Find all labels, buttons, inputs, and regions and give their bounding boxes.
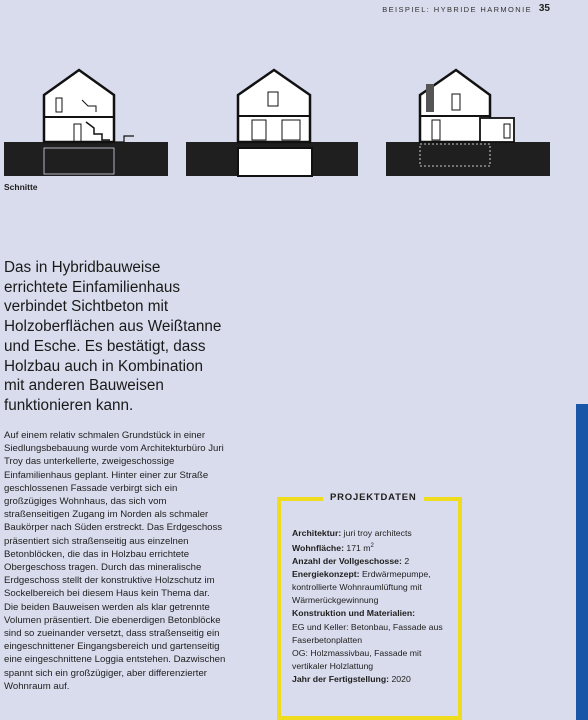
section-drawings bbox=[0, 62, 588, 182]
project-data-box bbox=[277, 492, 462, 720]
figure-caption: Schnitte bbox=[4, 182, 38, 192]
architektur-value: juri troy architects bbox=[343, 528, 412, 538]
vollgeschosse-label: Anzahl der Vollgeschosse: bbox=[292, 556, 402, 567]
section-drawing-1 bbox=[4, 70, 168, 176]
vollgeschosse-row bbox=[292, 555, 452, 568]
architektur-label: Architektur: bbox=[292, 528, 342, 538]
ground-block bbox=[386, 142, 550, 176]
jahr-label: Jahr der Fertigstellung: bbox=[292, 673, 390, 684]
energie-row bbox=[292, 568, 452, 607]
house-outline bbox=[44, 70, 114, 142]
section-title: BEISPIEL: HYBRIDE HARMONIE bbox=[382, 5, 532, 14]
accent-bar bbox=[576, 404, 588, 720]
jahr-row bbox=[292, 673, 452, 686]
energie-value: Erdwärmepumpe, kontrollierte Wohnraumlüftung mit Wärmerückgewinnung bbox=[292, 569, 431, 606]
vollgeschosse-value: 2 bbox=[404, 556, 410, 567]
body-paragraph: Auf einem relativ schmalen Grundstück in einer Siedlungsbebauung wurde vom Architekturbüro Juri Troy das unterkellerte, zweigeschossige Einfamilienhaus geplant. Hinter einer zur Straße geschlossenen Fassade verbirgt sich ein großzügiges Wohnhaus, das sich vom straßenseitigen Zugang im Norden als schmaler Baukörper nach Süden erstreckt. Das Erdgeschoss präsentiert sich straßenseitig aus einzelnen Betonblöcken, die das in Holzbau errichtete Obergeschoss tragen. Durch das mineralische Erdgeschoss stellt der konstruktive Holzschutz im Sockelbereich bei diesem Haus kein Thema dar. Die beiden Bauweisen werden als klar getrennte Volumen präsentiert. Die ebenerdigen Betonblöcke sind so zueinander versetzt, dass straßenseitig ein eingeschnittener Eingangsbereich und gartenseitig eine eingeschnittene Loggia entstehen. Dazwischen spannt sich ein großzügiger, aber differenzierter Wohnraum auf. bbox=[4, 430, 226, 692]
konstruktion-line-1: EG und Keller: Betonbau, Fassade aus Faserbetonplatten bbox=[292, 621, 443, 645]
architektur-row bbox=[292, 527, 452, 540]
page-header bbox=[0, 0, 588, 14]
lead-paragraph: Das in Hybridbauweise errichtete Einfamilienhaus verbindet Sichtbeton mit Holzoberflächen aus Weißtanne und Esche. Es bestätigt, dass Holzbau auch in Kombination mit anderen Bauweisen funktionieren kann. bbox=[4, 259, 222, 414]
section-drawing-2 bbox=[186, 70, 358, 176]
konstruktion-label: Konstruktion und Materialien: bbox=[292, 608, 416, 619]
wohnflaeche-label: Wohnfläche: bbox=[292, 542, 344, 553]
wohnflaeche-value: 171 m bbox=[346, 542, 371, 553]
project-data-content bbox=[292, 527, 452, 686]
page-number: 35 bbox=[538, 3, 550, 14]
jahr-value: 2020 bbox=[391, 673, 411, 684]
project-data-title: PROJEKTDATEN bbox=[323, 492, 424, 503]
wohnflaeche-sup: 2 bbox=[370, 543, 374, 550]
energie-label: Energiekonzept: bbox=[292, 569, 360, 580]
wohnflaeche-row bbox=[292, 540, 452, 555]
section-drawing-3 bbox=[386, 70, 550, 176]
konstruktion-line-2: OG: Holzmassivbau, Fassade mit vertikaler Holzlattung bbox=[292, 647, 422, 671]
